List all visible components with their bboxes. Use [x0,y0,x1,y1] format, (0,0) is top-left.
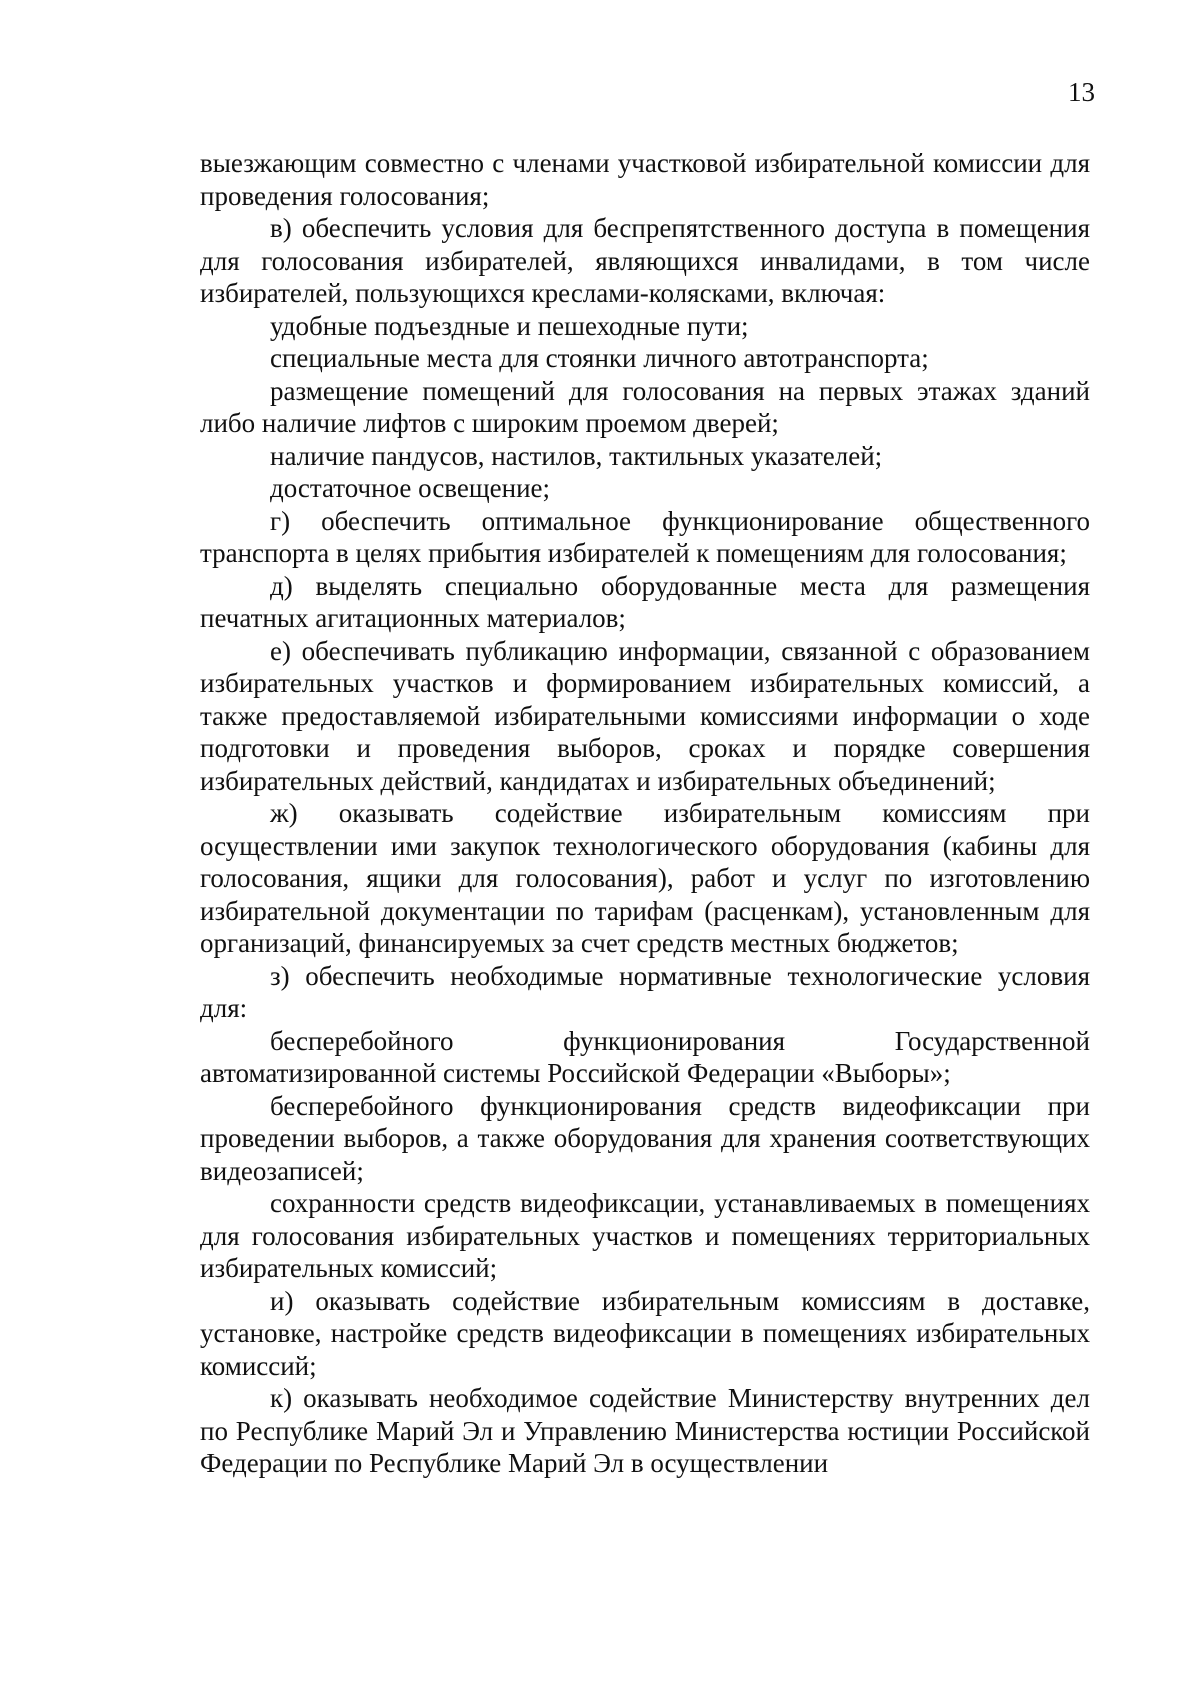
paragraph: выезжающим совместно с членами участковой избирательной комиссии для проведения голосования; [200,148,1090,211]
paragraph: бесперебойного функционирования средств видеофиксации при проведении выборов, а также оборудования для хранения соответствующих видеозаписей; [200,1090,1090,1186]
paragraph: сохранности средств видеофиксации, устанавливаемых в помещениях для голосования избирательных участков и помещениях территориальных избирательных комиссий; [200,1188,1090,1283]
paragraph: удобные подъездные и пешеходные пути; [270,310,749,341]
paragraph: д) выделять специально оборудованные места для размещения печатных агитационных материалов; [200,570,1090,633]
paragraph: е) обеспечивать публикацию информации, связанной с образованием избирательных участков и формированием избирательных комиссий, а также предоставляемой избирательными комиссиями информации о ходе подготовки и проведения выборов, сроках и порядке совершения избирательных действий, кандидатах и избирательных объединений; [200,635,1090,796]
document-body [200,147,1090,1480]
paragraph: размещение помещений для голосования на первых этажах зданий либо наличие лифтов с широким проемом дверей; [200,375,1090,438]
page-number: 13 [1068,77,1095,107]
paragraph: ж) оказывать содействие избирательным комиссиям при осуществлении ими закупок технологического оборудования (кабины для голосования, ящики для голосования), работ и услуг по изготовлению избирательной документации по тарифам (расценкам), установленным для организаций, финансируемых за счет средств местных бюджетов; [200,798,1090,958]
paragraph: в) обеспечить условия для беспрепятственного доступа в помещения для голосования избирателей, являющихся инвалидами, в том числе избирателей, пользующихся креслами-колясками, включая: [200,213,1090,308]
paragraph: достаточное освещение; [270,473,551,503]
paragraph: и) оказывать содействие избирательным комиссиям в доставке, установке, настройке средств видеофиксации в помещениях избирательных комиссий; [200,1285,1090,1381]
paragraph: наличие пандусов, настилов, тактильных указателей; [270,440,883,471]
paragraph: к) оказывать необходимое содействие Министерству внутренних дел по Республике Марий Эл и Управлению Министерства юстиции Российской Федерации по Республике Марий Эл в осуществлении [200,1383,1090,1478]
paragraph: г) обеспечить оптимальное функционирование общественного транспорта в целях прибытия избирателей к помещениям для голосования; [200,505,1090,568]
paragraph: бесперебойного функционирования Государственной автоматизированной системы Российской Федерации «Выборы»; [200,1025,1090,1088]
paragraph: специальные места для стоянки личного автотранспорта; [270,343,929,373]
paragraph: з) обеспечить необходимые нормативные технологические условия для: [200,960,1090,1023]
